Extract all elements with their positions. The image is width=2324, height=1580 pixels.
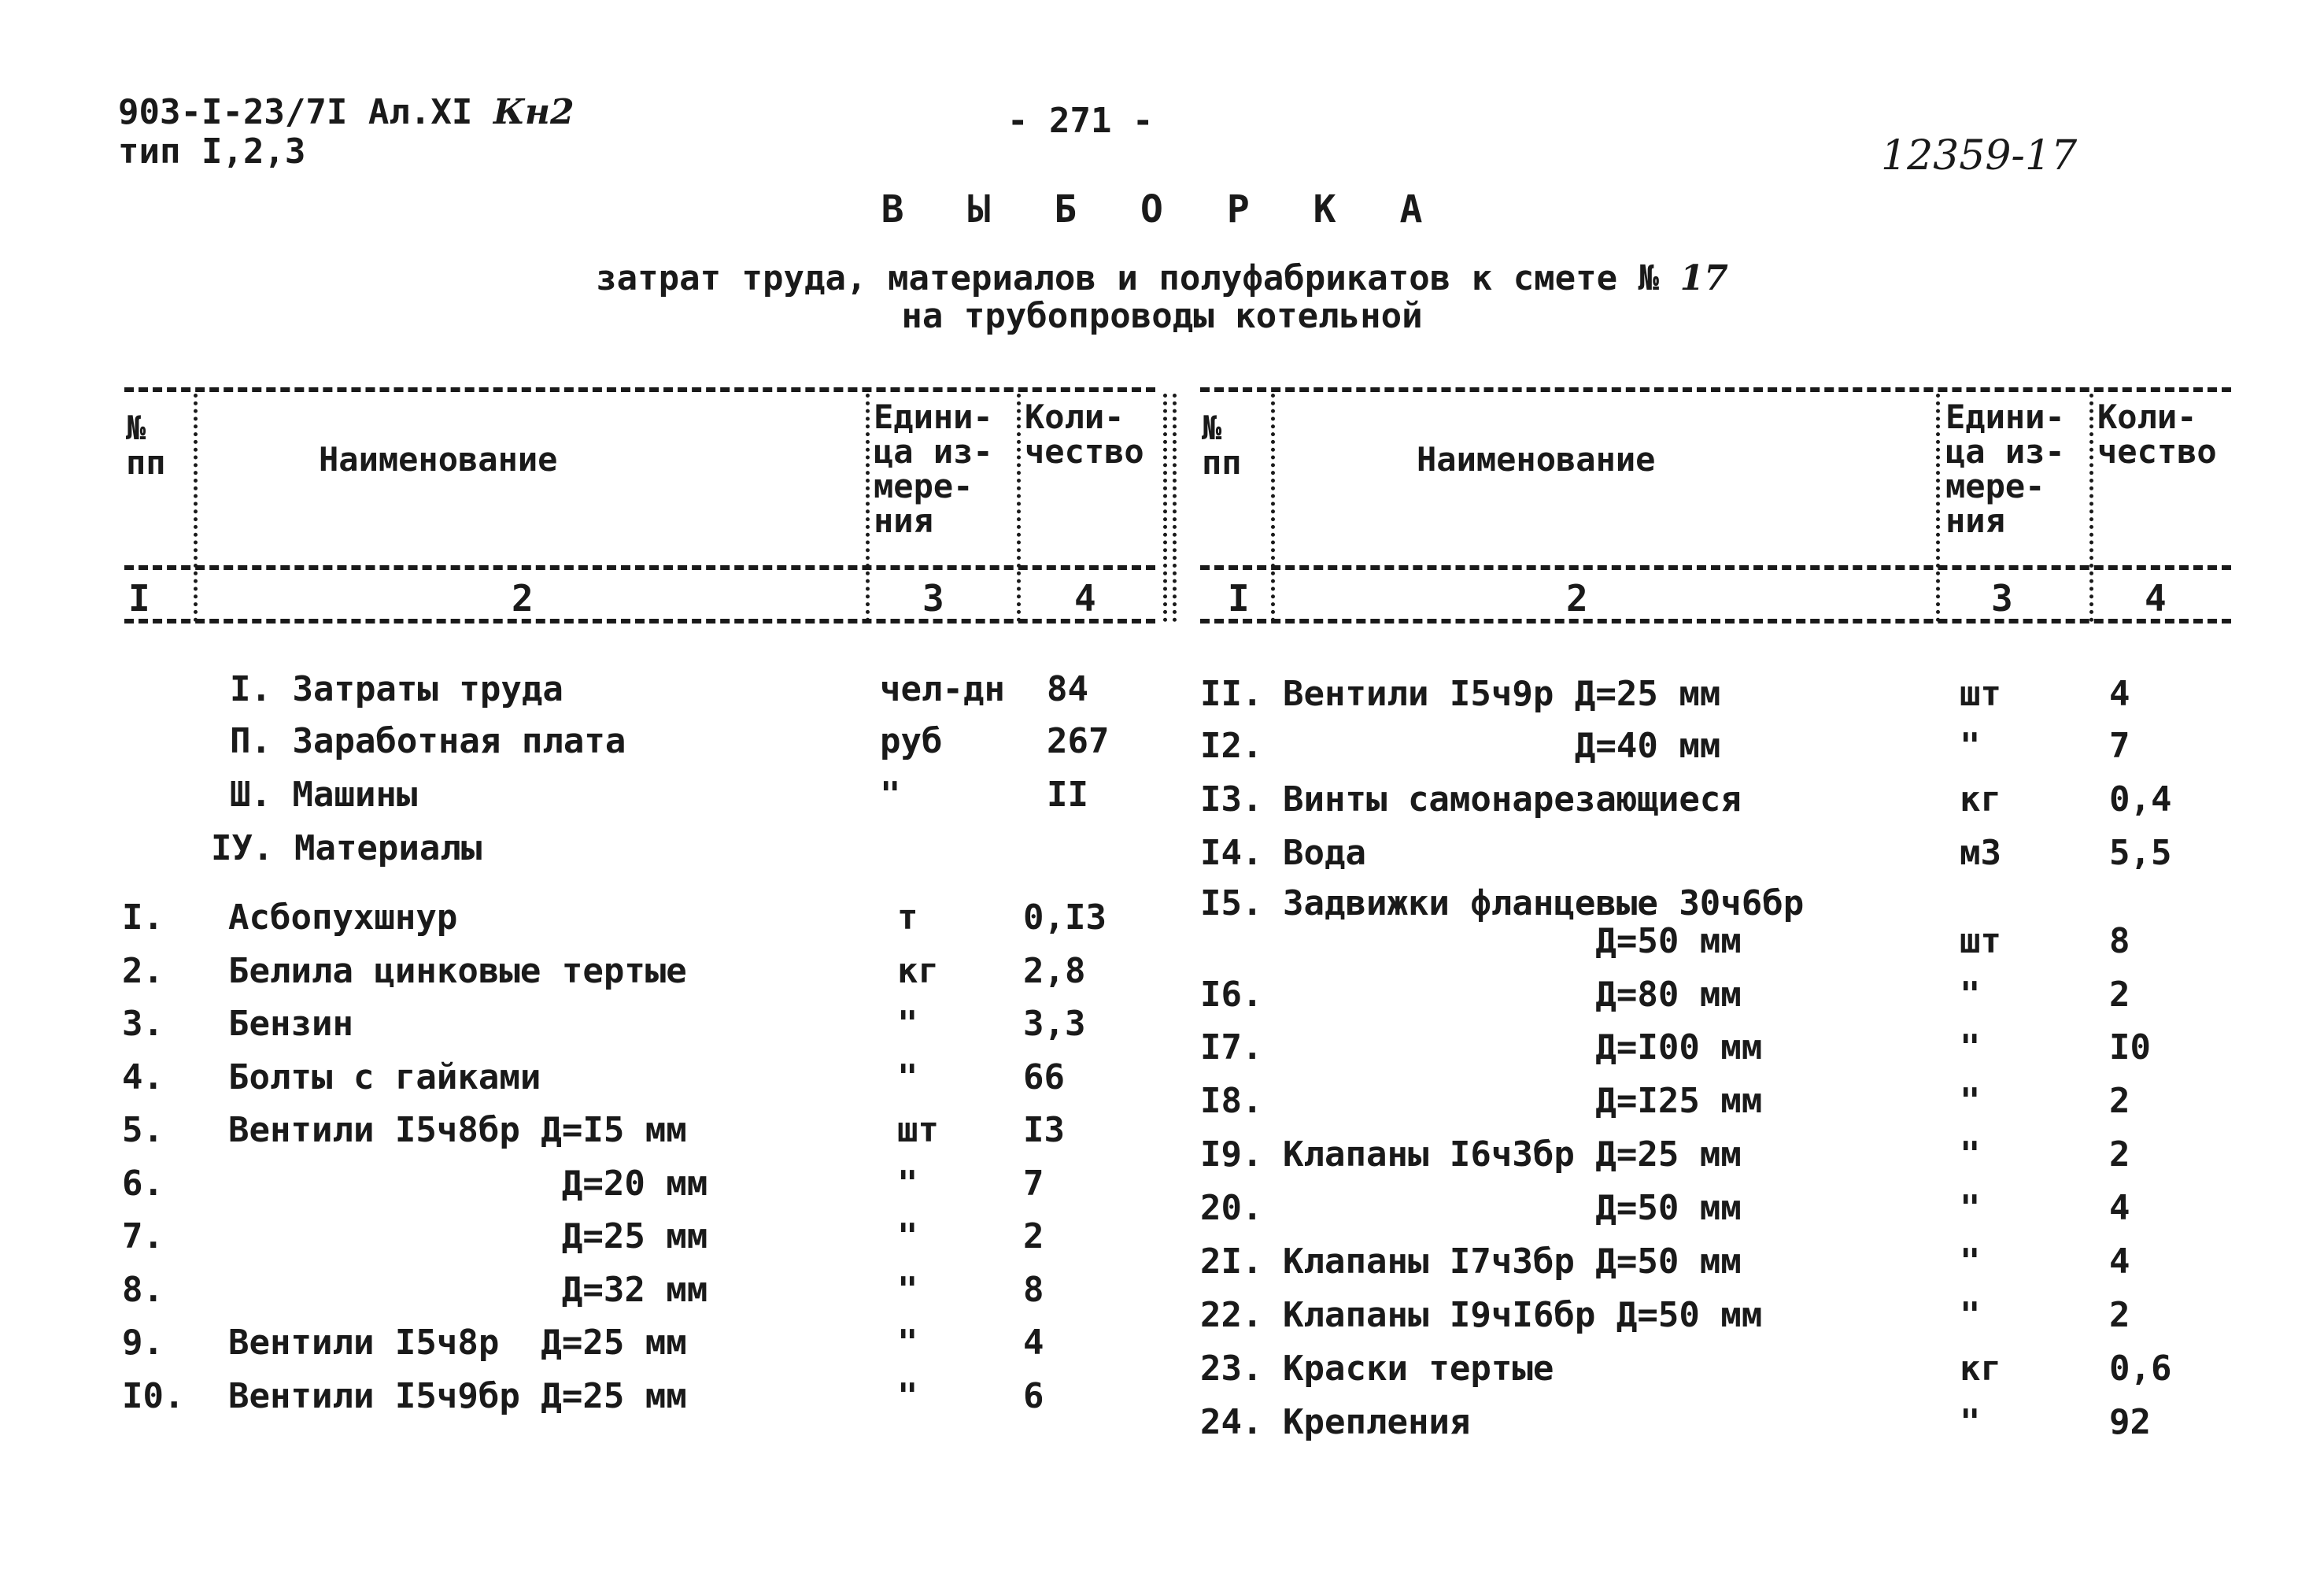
- item-unit: ": [1960, 726, 1981, 766]
- item-number: 22.: [1200, 1295, 1263, 1335]
- document-type-line: тип I,2,3: [118, 131, 306, 172]
- item-quantity: I0: [2109, 1027, 2151, 1068]
- item-name: Вентили I5ч8бр Д=I5 мм: [228, 1110, 687, 1150]
- item-unit: кг: [1960, 779, 2001, 820]
- column-number: 2: [1566, 577, 1588, 620]
- item-unit: ": [1960, 1027, 1981, 1068]
- summary-quantity: II: [1047, 775, 1088, 815]
- item-unit: ": [897, 1164, 918, 1204]
- item-number: 4.: [122, 1057, 164, 1097]
- item-number: II.: [1200, 674, 1263, 714]
- column-separator: [1017, 394, 1021, 622]
- item-name: Асбопухшнур: [228, 897, 458, 938]
- item-name: Вода: [1283, 833, 1366, 873]
- item-unit: ": [1960, 1241, 1981, 1282]
- item-number: I0.: [122, 1376, 185, 1416]
- page-title: В Ы Б О Р К А: [881, 187, 1443, 231]
- item-number: 2I.: [1200, 1241, 1263, 1282]
- summary-label: П. Заработная плата: [230, 721, 626, 761]
- item-unit: ": [897, 1323, 918, 1363]
- table-colnum-rule-left: [124, 619, 1155, 623]
- item-quantity: 0,I3: [1023, 897, 1107, 938]
- estimate-number: 17: [1679, 258, 1728, 298]
- header-name-right: Наименование: [1417, 440, 1656, 479]
- item-unit: ": [1960, 1188, 1981, 1228]
- item-name: Клапаны I9чI6бр Д=50 мм: [1283, 1295, 1763, 1335]
- item-name: Вентили I5ч9р Д=25 мм: [1283, 674, 1721, 714]
- item-name: Д=I00 мм: [1283, 1027, 1763, 1068]
- column-separator: [1163, 394, 1167, 622]
- header-num-left: № пп: [126, 409, 166, 482]
- item-unit: ": [1960, 1295, 1981, 1335]
- item-unit: шт: [1960, 921, 2001, 961]
- item-quantity: 2: [2109, 1295, 2130, 1335]
- column-separator: [1936, 394, 1940, 622]
- item-number: 8.: [122, 1270, 164, 1310]
- item-unit: ": [1960, 1402, 1981, 1442]
- item-name: Д=32 мм: [228, 1270, 708, 1310]
- document-code-line1: 903-I-23/7I Ал.XI: [118, 92, 473, 132]
- item-quantity: 2,8: [1023, 951, 1086, 991]
- column-number: 2: [512, 577, 534, 620]
- table-top-rule-right: [1200, 387, 2231, 392]
- item-quantity: 5,5: [2109, 833, 2172, 873]
- item-number: I9.: [1200, 1134, 1263, 1175]
- column-number: 4: [1074, 577, 1096, 620]
- item-unit: ": [897, 1004, 918, 1044]
- item-unit: ": [897, 1270, 918, 1310]
- item-name: Д=50 мм: [1283, 1188, 1742, 1228]
- header-name-left: Наименование: [319, 440, 558, 479]
- header-unit-left: Едини- ца из- мере- ния: [874, 398, 993, 540]
- column-separator: [866, 394, 870, 622]
- table-top-rule-left: [124, 387, 1155, 392]
- item-unit: ": [897, 1216, 918, 1256]
- item-quantity: 3,3: [1023, 1004, 1086, 1044]
- item-unit: кг: [1960, 1349, 2001, 1389]
- header-qty-left: Коли- чество: [1025, 398, 1144, 471]
- reference-number: 12359-17: [1881, 132, 2078, 179]
- summary-label: I. Затраты труда: [230, 669, 563, 709]
- header-unit-right: Едини- ца из- мере- ния: [1945, 398, 2065, 540]
- item-quantity: 2: [2109, 975, 2130, 1015]
- item-name: Задвижки фланцевые 30ч6бр: [1283, 883, 1805, 923]
- item-unit: ": [1960, 1081, 1981, 1121]
- item-quantity: I3: [1023, 1110, 1065, 1150]
- item-quantity: 8: [2109, 921, 2130, 961]
- table-header-rule-right: [1200, 565, 2231, 570]
- item-number: 7.: [122, 1216, 164, 1256]
- item-name: Д=40 мм: [1283, 726, 1721, 766]
- column-number: 4: [2145, 577, 2167, 620]
- item-unit: ": [1960, 975, 1981, 1015]
- item-number: 3.: [122, 1004, 164, 1044]
- item-name: Болты с гайками: [228, 1057, 541, 1097]
- item-quantity: 2: [1023, 1216, 1044, 1256]
- item-number: I3.: [1200, 779, 1263, 820]
- summary-label: IУ. Материалы: [211, 828, 482, 868]
- item-unit: ": [897, 1057, 918, 1097]
- item-quantity: 4: [2109, 674, 2130, 714]
- book-number: Кн2: [493, 92, 575, 132]
- item-number: I2.: [1200, 726, 1263, 766]
- column-number: 3: [1991, 577, 2013, 620]
- summary-unit: руб: [880, 721, 943, 761]
- page-subtitle: [0, 260, 2324, 335]
- item-number: I.: [122, 897, 164, 938]
- column-separator: [1173, 394, 1177, 622]
- column-separator: [1271, 394, 1275, 622]
- item-unit: м3: [1960, 833, 2001, 873]
- item-unit: кг: [897, 951, 939, 991]
- item-number: 2.: [122, 951, 164, 991]
- item-number: I6.: [1200, 975, 1263, 1015]
- item-quantity: 7: [1023, 1164, 1044, 1204]
- item-name: Д=25 мм: [228, 1216, 708, 1256]
- item-unit: т: [897, 897, 918, 938]
- item-quantity: 2: [2109, 1081, 2130, 1121]
- item-quantity: 8: [1023, 1270, 1044, 1310]
- column-separator: [194, 394, 198, 622]
- item-name: Клапаны I6ч3бр Д=25 мм: [1283, 1134, 1742, 1175]
- document-code: [118, 93, 575, 172]
- item-quantity: 0,6: [2109, 1349, 2172, 1389]
- column-number: 3: [922, 577, 944, 620]
- item-quantity: 6: [1023, 1376, 1044, 1416]
- column-number: I: [1228, 577, 1250, 620]
- item-quantity: 4: [1023, 1323, 1044, 1363]
- item-unit: ": [1960, 1134, 1981, 1175]
- header-num-right: № пп: [1202, 409, 1242, 482]
- header-qty-right: Коли- чество: [2097, 398, 2217, 471]
- item-quantity: 92: [2109, 1402, 2151, 1442]
- item-name: Д=50 мм: [1283, 921, 1742, 961]
- item-name: Винты самонарезающиеся: [1283, 779, 1742, 820]
- summary-quantity: 84: [1047, 669, 1088, 709]
- summary-unit: ": [880, 775, 901, 815]
- item-name: Вентили I5ч9бр Д=25 мм: [228, 1376, 687, 1416]
- column-number: I: [128, 577, 150, 620]
- item-quantity: 66: [1023, 1057, 1065, 1097]
- item-quantity: 4: [2109, 1241, 2130, 1282]
- summary-quantity: 267: [1047, 721, 1110, 761]
- subtitle-line1: затрат труда, материалов и полуфабрикатов к смете №: [596, 258, 1660, 298]
- table-header-rule-left: [124, 565, 1155, 570]
- item-quantity: 0,4: [2109, 779, 2172, 820]
- item-number: 9.: [122, 1323, 164, 1363]
- item-number: 24.: [1200, 1402, 1263, 1442]
- summary-unit: чел-дн: [880, 669, 1005, 709]
- item-quantity: 4: [2109, 1188, 2130, 1228]
- page-number: - 271 -: [1007, 101, 1154, 141]
- item-name: Белила цинковые тертые: [228, 951, 687, 991]
- item-unit: шт: [897, 1110, 939, 1150]
- item-number: I4.: [1200, 833, 1263, 873]
- item-number: 20.: [1200, 1188, 1263, 1228]
- item-name: Д=80 мм: [1283, 975, 1742, 1015]
- summary-label: Ш. Машины: [230, 775, 418, 815]
- item-unit: шт: [1960, 674, 2001, 714]
- item-name: Краски тертые: [1283, 1349, 1554, 1389]
- table-colnum-rule-right: [1200, 619, 2231, 623]
- item-number: I8.: [1200, 1081, 1263, 1121]
- item-name: Д=20 мм: [228, 1164, 708, 1204]
- item-name: Бензин: [228, 1004, 353, 1044]
- item-unit: ": [897, 1376, 918, 1416]
- item-number: I7.: [1200, 1027, 1263, 1068]
- item-number: 5.: [122, 1110, 164, 1150]
- column-separator: [2089, 394, 2093, 622]
- item-number: 6.: [122, 1164, 164, 1204]
- item-number: I5.: [1200, 883, 1263, 923]
- item-quantity: 7: [2109, 726, 2130, 766]
- item-quantity: 2: [2109, 1134, 2130, 1175]
- item-number: 23.: [1200, 1349, 1263, 1389]
- item-name: Крепления: [1283, 1402, 1471, 1442]
- item-name: Вентили I5ч8р Д=25 мм: [228, 1323, 687, 1363]
- subtitle-line2: на трубопроводы котельной: [901, 296, 1423, 336]
- item-name: Д=I25 мм: [1283, 1081, 1763, 1121]
- item-name: Клапаны I7ч3бр Д=50 мм: [1283, 1241, 1742, 1282]
